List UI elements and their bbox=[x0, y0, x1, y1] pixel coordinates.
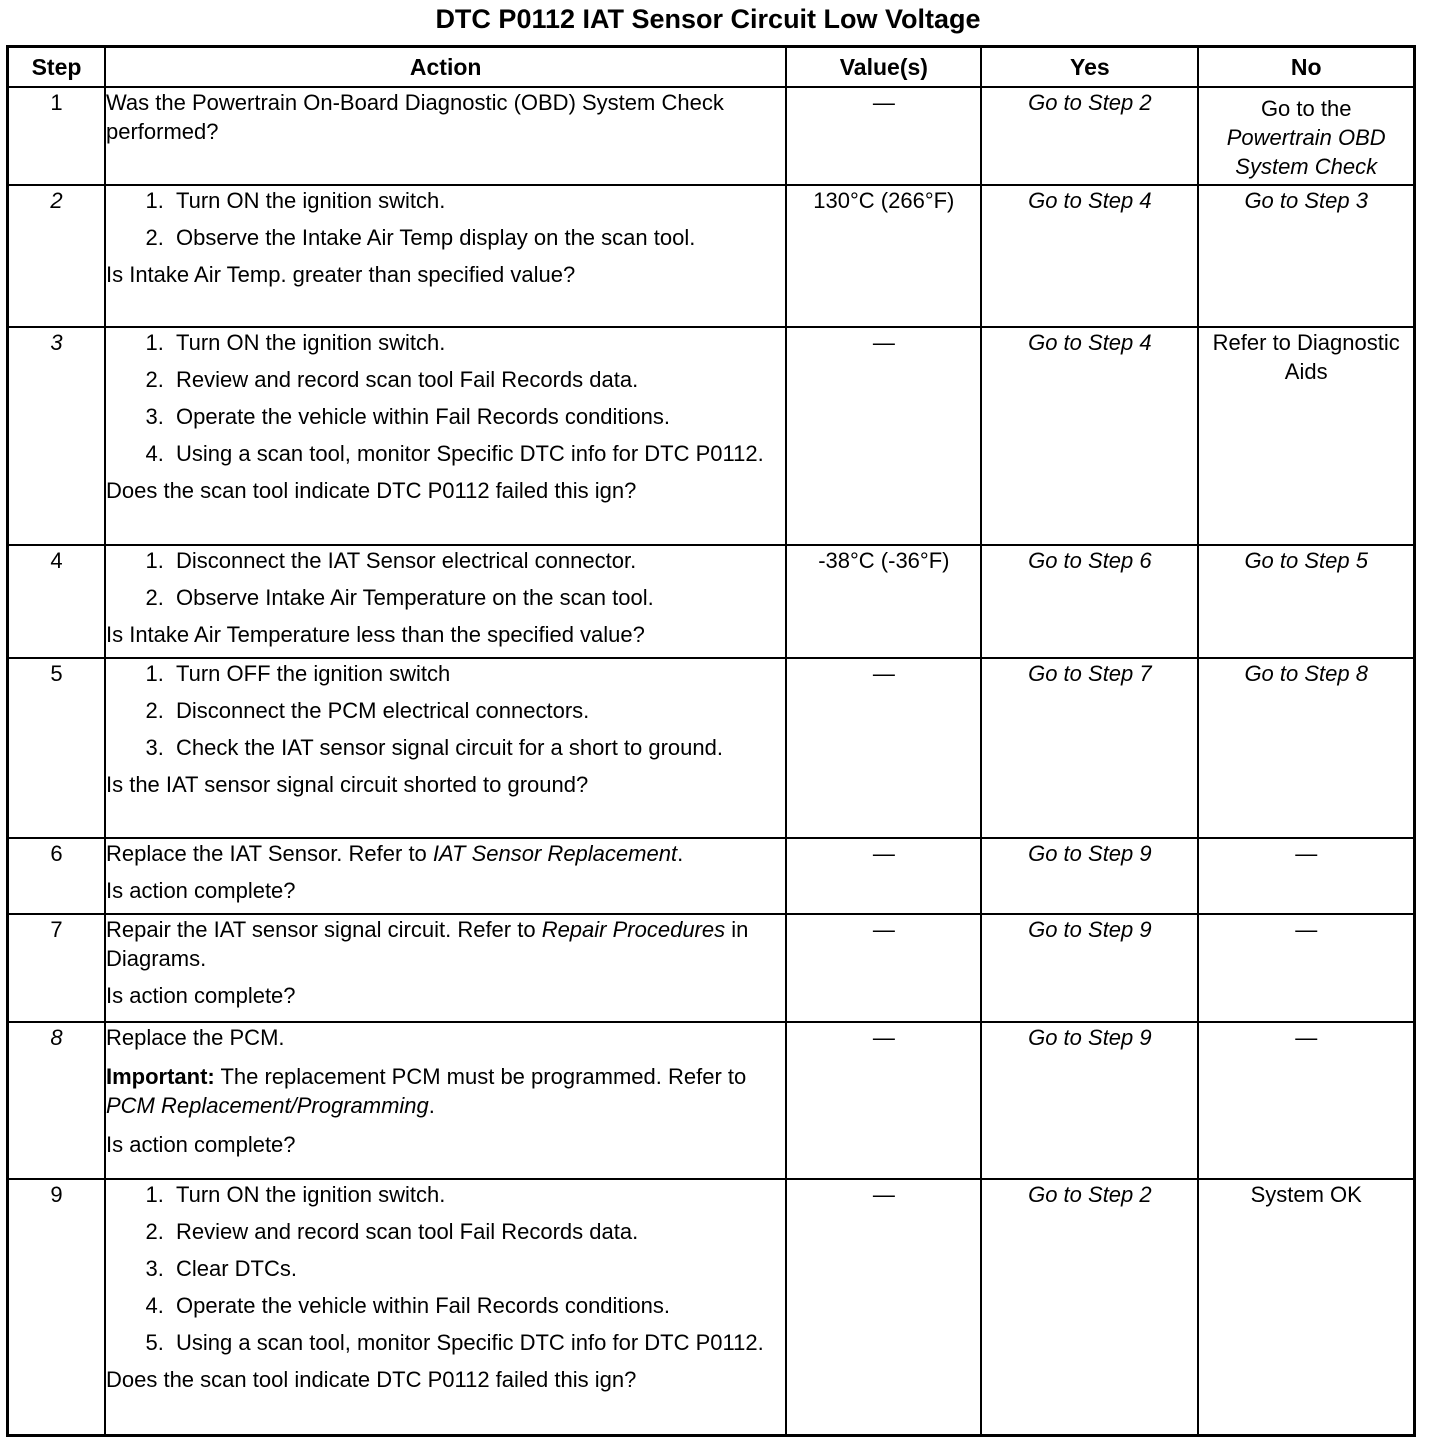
action-cell bbox=[105, 658, 786, 838]
value-cell: -38°C (-36°F) bbox=[786, 545, 981, 658]
action-step: 4. Using a scan tool, monitor Specific DTC info for DTC P0112. bbox=[170, 439, 785, 468]
action-step: 1. Turn OFF the ignition switch bbox=[170, 659, 785, 688]
no-cell bbox=[1198, 87, 1414, 185]
action-step: 2. Observe Intake Air Temperature on the scan tool. bbox=[170, 583, 785, 612]
action-cell bbox=[105, 1179, 786, 1435]
no-cell: — bbox=[1198, 914, 1414, 1022]
yes-cell: Go to Step 2 bbox=[981, 87, 1198, 185]
yes-cell: Go to Step 4 bbox=[981, 327, 1198, 545]
value-cell: — bbox=[786, 914, 981, 1022]
instruction-reference: IAT Sensor Replacement bbox=[432, 841, 678, 866]
yes-cell: Go to Step 9 bbox=[981, 838, 1198, 914]
table-row-step-3 bbox=[8, 327, 1415, 545]
header-values: Value(s) bbox=[786, 47, 981, 88]
step-number: 9 bbox=[8, 1179, 105, 1435]
yes-cell: Go to Step 6 bbox=[981, 545, 1198, 658]
instruction-text: Replace the IAT Sensor. Refer to bbox=[105, 841, 433, 866]
action-steps bbox=[106, 328, 785, 468]
value-cell: 130°C (266°F) bbox=[786, 185, 981, 327]
yes-cell: Go to Step 4 bbox=[981, 185, 1198, 327]
action-step: 2. Observe the Intake Air Temp display on the scan tool. bbox=[170, 223, 785, 252]
action-question: Is the IAT sensor signal circuit shorted to ground? bbox=[105, 772, 589, 797]
action-cell bbox=[105, 327, 786, 545]
step-number: 2 bbox=[8, 185, 105, 327]
no-text: Go to the bbox=[1260, 96, 1352, 121]
yes-cell: Go to Step 2 bbox=[981, 1179, 1198, 1435]
yes-cell: Go to Step 9 bbox=[981, 914, 1198, 1022]
instruction-suffix: in Diagrams. bbox=[105, 917, 749, 971]
action-question: Is action complete? bbox=[105, 878, 296, 903]
no-cell: — bbox=[1198, 1022, 1414, 1179]
header-action: Action bbox=[105, 47, 786, 88]
action-step: 3. Operate the vehicle within Fail Records conditions. bbox=[170, 402, 785, 431]
action-question: Is Intake Air Temp. greater than specified value? bbox=[105, 262, 576, 287]
action-question: Does the scan tool indicate DTC P0112 failed this ign? bbox=[105, 478, 637, 503]
no-cell: Go to Step 8 bbox=[1198, 658, 1414, 838]
action-step: 4. Operate the vehicle within Fail Records conditions. bbox=[170, 1291, 785, 1320]
important-reference: PCM Replacement/Programming bbox=[105, 1093, 429, 1118]
action-cell bbox=[105, 87, 786, 185]
action-instruction bbox=[106, 839, 785, 868]
instruction-text: Repair the IAT sensor signal circuit. Refer to bbox=[105, 917, 542, 942]
table-row-step-2 bbox=[8, 185, 1415, 327]
table-row-step-7 bbox=[8, 914, 1415, 1022]
action-steps bbox=[106, 546, 785, 612]
header-row bbox=[8, 47, 1415, 88]
table-row-step-6 bbox=[8, 838, 1415, 914]
table-row-step-4 bbox=[8, 545, 1415, 658]
action-question: Is action complete? bbox=[105, 1132, 296, 1157]
no-cell: Refer to Diagnostic Aids bbox=[1198, 327, 1414, 545]
important-text: The replacement PCM must be programmed. Refer to bbox=[214, 1064, 747, 1089]
action-step: 1. Disconnect the IAT Sensor electrical connector. bbox=[170, 546, 785, 575]
step-number: 7 bbox=[8, 914, 105, 1022]
action-steps bbox=[106, 1180, 785, 1357]
action-question: Is action complete? bbox=[105, 983, 296, 1008]
step-number: 5 bbox=[8, 658, 105, 838]
action-question: Does the scan tool indicate DTC P0112 failed this ign? bbox=[105, 1367, 637, 1392]
yes-cell: Go to Step 9 bbox=[981, 1022, 1198, 1179]
table-row-step-5 bbox=[8, 658, 1415, 838]
step-number: 8 bbox=[8, 1022, 105, 1179]
action-cell bbox=[105, 914, 786, 1022]
action-step: 2. Disconnect the PCM electrical connectors. bbox=[170, 696, 785, 725]
action-cell bbox=[105, 545, 786, 658]
table-row-step-9 bbox=[8, 1179, 1415, 1435]
important-suffix: . bbox=[428, 1093, 435, 1118]
no-cell: Go to Step 3 bbox=[1198, 185, 1414, 327]
action-step: 1. Turn ON the ignition switch. bbox=[170, 328, 785, 357]
value-cell: — bbox=[786, 1022, 981, 1179]
no-cell: — bbox=[1198, 838, 1414, 914]
diagnostic-table bbox=[6, 45, 1416, 1437]
action-step: 2. Review and record scan tool Fail Records data. bbox=[170, 1217, 785, 1246]
yes-cell: Go to Step 7 bbox=[981, 658, 1198, 838]
table-row-step-1 bbox=[8, 87, 1415, 185]
action-question: Was the Powertrain On-Board Diagnostic (OBD) System Check performed? bbox=[105, 90, 724, 144]
value-cell: — bbox=[786, 1179, 981, 1435]
action-step: 5. Using a scan tool, monitor Specific DTC info for DTC P0112. bbox=[170, 1328, 785, 1357]
action-step: 3. Clear DTCs. bbox=[170, 1254, 785, 1283]
value-cell: — bbox=[786, 87, 981, 185]
value-cell: — bbox=[786, 327, 981, 545]
action-cell bbox=[105, 185, 786, 327]
no-cell: Go to Step 5 bbox=[1198, 545, 1414, 658]
step-number: 3 bbox=[8, 327, 105, 545]
action-step: 3. Check the IAT sensor signal circuit for a short to ground. bbox=[170, 733, 785, 762]
value-cell: — bbox=[786, 658, 981, 838]
no-cell: System OK bbox=[1198, 1179, 1414, 1435]
action-step: 2. Review and record scan tool Fail Records data. bbox=[170, 365, 785, 394]
header-no: No bbox=[1198, 47, 1414, 88]
action-step: 1. Turn ON the ignition switch. bbox=[170, 1180, 785, 1209]
action-cell bbox=[105, 1022, 786, 1179]
no-reference: Powertrain OBD System Check bbox=[1226, 125, 1386, 179]
action-step: 1. Turn ON the ignition switch. bbox=[170, 186, 785, 215]
page-title: DTC P0112 IAT Sensor Circuit Low Voltage bbox=[435, 4, 981, 34]
step-number: 4 bbox=[8, 545, 105, 658]
instruction-reference: Repair Procedures bbox=[541, 917, 726, 942]
step-number: 6 bbox=[8, 838, 105, 914]
action-steps bbox=[106, 186, 785, 252]
table-row-step-8 bbox=[8, 1022, 1415, 1179]
instruction-suffix: . bbox=[677, 841, 684, 866]
action-cell bbox=[105, 838, 786, 914]
header-step: Step bbox=[8, 47, 105, 88]
value-cell: — bbox=[786, 838, 981, 914]
action-instruction bbox=[106, 915, 785, 973]
action-instruction: Replace the PCM. bbox=[105, 1025, 285, 1050]
action-steps bbox=[106, 659, 785, 762]
action-question: Is Intake Air Temperature less than the specified value? bbox=[105, 622, 645, 647]
header-yes: Yes bbox=[981, 47, 1198, 88]
important-label: Important: bbox=[105, 1064, 215, 1089]
step-number: 1 bbox=[8, 87, 105, 185]
important-note bbox=[106, 1062, 785, 1120]
